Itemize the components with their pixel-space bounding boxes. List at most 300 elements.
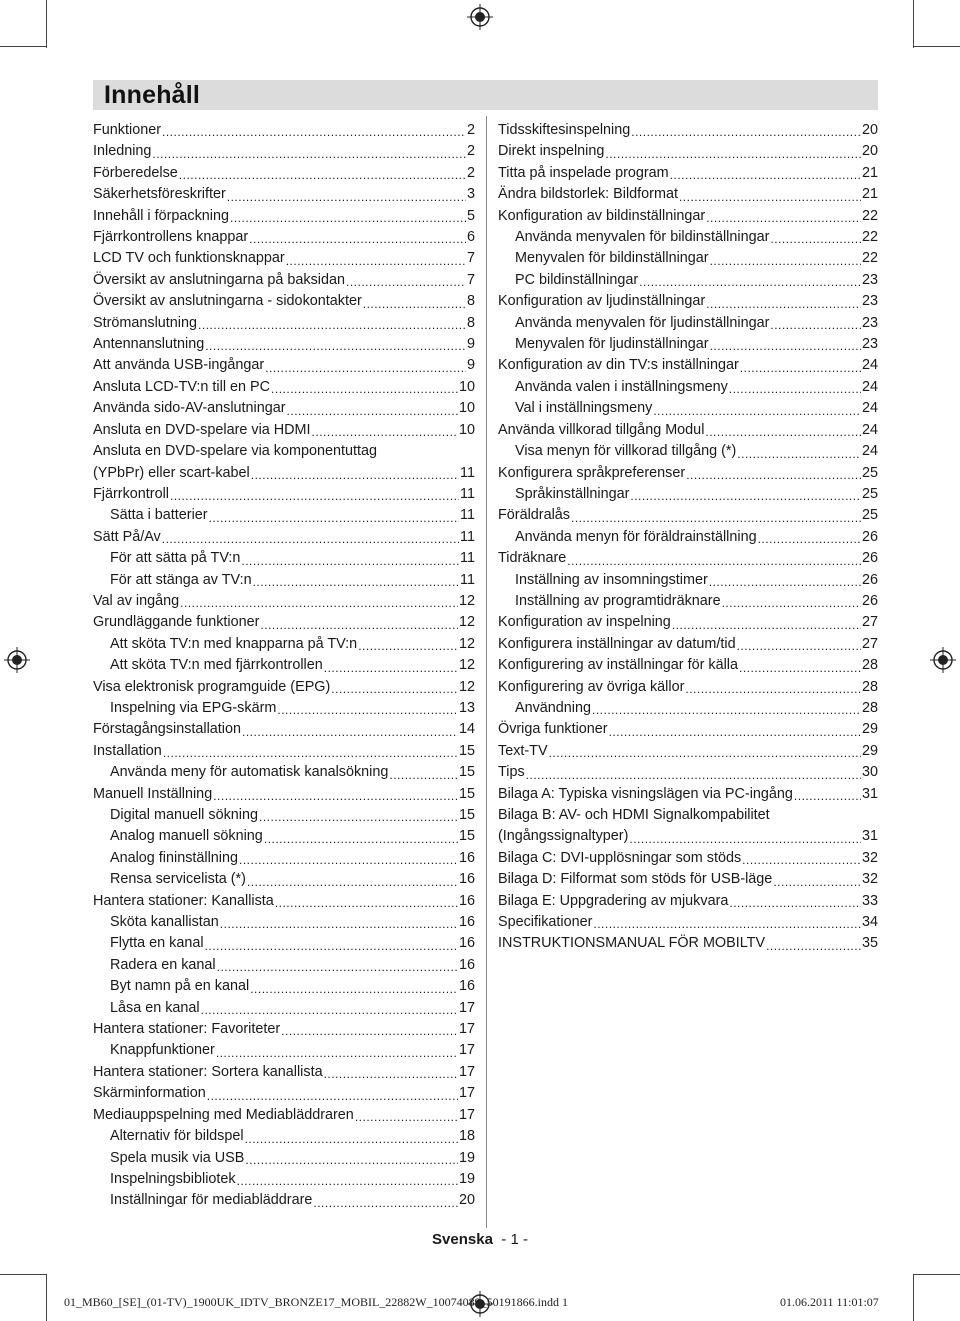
toc-entry[interactable]: [110, 548, 475, 569]
toc-entry-page: 9: [466, 357, 475, 374]
toc-entry-page: 11: [460, 571, 475, 588]
toc-entry-page: 25: [861, 464, 878, 481]
toc-entry-page: 34: [861, 914, 878, 931]
toc-entry-page: 22: [861, 207, 878, 224]
toc-entry[interactable]: [498, 869, 878, 890]
toc-entry[interactable]: [93, 184, 475, 205]
toc-leader-dots: [313, 1195, 458, 1212]
toc-entry[interactable]: [93, 227, 475, 248]
toc-entry[interactable]: [515, 441, 878, 462]
toc-entry-label: Antennanslutning: [93, 336, 205, 353]
toc-entry[interactable]: [498, 655, 878, 676]
toc-entry-page: 17: [458, 1106, 475, 1123]
toc-leader-dots: [571, 510, 861, 527]
crop-mark-top-right: [913, 0, 914, 48]
toc-entry-page: 16: [458, 956, 475, 973]
toc-entry[interactable]: [93, 141, 475, 162]
toc-leader-dots: [275, 895, 458, 912]
toc-entry-label: För att stänga av TV:n: [110, 571, 252, 588]
toc-leader-dots: [770, 317, 861, 334]
toc-leader-dots: [758, 531, 861, 548]
toc-leader-dots: [737, 446, 861, 463]
toc-entry-label: Använda menyvalen för bildinställningar: [515, 229, 770, 246]
toc-entry-page: 8: [466, 293, 475, 310]
toc-entry-page: 17: [458, 1042, 475, 1059]
toc-leader-dots: [729, 381, 861, 398]
print-slug-timestamp: 01.06.2011 11:01:07: [780, 1295, 879, 1309]
toc-leader-dots: [230, 210, 466, 227]
toc-entry-page: 29: [861, 721, 878, 738]
toc-entry[interactable]: [110, 805, 475, 826]
toc-entry[interactable]: [93, 741, 475, 762]
toc-entry-label: Konfigurering av övriga källor: [498, 678, 685, 695]
toc-entry-label: Använda villkorad tillgång Modul: [498, 421, 705, 438]
toc-entry-page: 35: [861, 935, 878, 952]
toc-entry[interactable]: [498, 891, 878, 912]
toc-leader-dots: [237, 1173, 458, 1190]
toc-entry[interactable]: [498, 933, 878, 954]
toc-entry-label: Konfigurera inställningar av datum/tid: [498, 635, 736, 652]
toc-leader-dots: [239, 852, 458, 869]
toc-leader-dots: [241, 553, 459, 570]
toc-entry-page: 3: [466, 186, 475, 203]
toc-entry-label: Val av ingång: [93, 592, 180, 609]
toc-entry[interactable]: [93, 313, 475, 334]
toc-entry-page: 15: [458, 764, 475, 781]
toc-entry-page: 12: [458, 592, 475, 609]
toc-leader-dots: [251, 467, 459, 484]
toc-right-column: [498, 120, 878, 955]
toc-entry[interactable]: [110, 1040, 475, 1061]
page-footer: [0, 1231, 960, 1248]
toc-entry-label: Översikt av anslutningarna på baksidan: [93, 271, 345, 288]
toc-entry-page: 15: [458, 742, 475, 759]
toc-entry[interactable]: [93, 1062, 475, 1083]
toc-entry-page: 12: [458, 614, 475, 631]
toc-entry-page: 21: [861, 186, 878, 203]
toc-entry[interactable]: [93, 1105, 475, 1126]
toc-entry-page: 28: [861, 657, 878, 674]
toc-entry-page: 11: [460, 485, 475, 502]
toc-entry-label: Byt namn på en kanal: [110, 978, 250, 995]
toc-entry-page: 11: [460, 528, 475, 545]
toc-entry[interactable]: [93, 355, 475, 376]
toc-entry-label: Säkerhetsföreskrifter: [93, 186, 226, 203]
toc-entry-page: 23: [861, 336, 878, 353]
toc-leader-dots: [686, 467, 861, 484]
toc-entry-label: Sätt På/Av: [93, 528, 161, 545]
toc-entry-page: 26: [861, 550, 878, 567]
toc-entry[interactable]: [498, 677, 878, 698]
toc-entry-label-line1: Ansluta en DVD-spelare via komponentuttag: [93, 443, 377, 460]
toc-entry-label: Konfiguration av din TV:s inställningar: [498, 357, 739, 374]
toc-entry[interactable]: [110, 570, 475, 591]
toc-entry-label: Analog fininställning: [110, 849, 239, 866]
toc-leader-dots: [737, 638, 861, 655]
toc-entry-page: 31: [861, 785, 878, 802]
toc-entry-page: 19: [458, 1149, 475, 1166]
toc-leader-dots: [794, 788, 861, 805]
crop-mark-bottom-right: [913, 1274, 914, 1321]
toc-leader-dots: [629, 831, 861, 848]
toc-entry-label: Spela musik via USB: [110, 1149, 245, 1166]
toc-entry-label: Konfiguration av bildinställningar: [498, 207, 706, 224]
print-slug-file: 01_MB60_[SE]_(01-TV)_1900UK_IDTV_BRONZE17_MOBIL_22882W_10074089_50191866.indd 1: [64, 1295, 568, 1309]
toc-entry-label: Inställning av insomningstimer: [515, 571, 708, 588]
toc-leader-dots: [324, 660, 458, 677]
toc-entry-label: Visa menyn för villkorad tillgång (*): [515, 443, 737, 460]
toc-entry[interactable]: [93, 377, 475, 398]
toc-entry-label: Ansluta LCD-TV:n till en PC: [93, 378, 271, 395]
toc-entry-label: Förberedelse: [93, 164, 178, 181]
toc-entry-label: Konfiguration av inspelning: [498, 614, 671, 631]
toc-entry-label: Visa elektronisk programguide (EPG): [93, 678, 331, 695]
toc-leader-dots: [216, 1045, 458, 1062]
toc-entry[interactable]: [93, 291, 475, 312]
toc-entry[interactable]: [515, 248, 878, 269]
toc-leader-dots: [363, 296, 466, 313]
toc-entry[interactable]: [515, 570, 878, 591]
toc-entry[interactable]: [515, 527, 878, 548]
toc-entry[interactable]: [93, 719, 475, 740]
toc-leader-dots: [549, 745, 861, 762]
toc-entry-label: Sätta i batterier: [110, 507, 208, 524]
toc-entry-page: 27: [861, 614, 878, 631]
toc-entry-label: Använda meny för automatisk kanalsökning: [110, 764, 389, 781]
toc-entry[interactable]: [93, 891, 475, 912]
toc-entry[interactable]: [93, 441, 475, 484]
toc-entry-label: Att sköta TV:n med fjärrkontrollen: [110, 657, 323, 674]
toc-entry-label: Ändra bildstorlek: Bildformat: [498, 186, 678, 203]
toc-entry[interactable]: [498, 141, 878, 162]
toc-entry[interactable]: [110, 955, 475, 976]
toc-entry[interactable]: [110, 998, 475, 1019]
toc-entry-page: 16: [458, 978, 475, 995]
toc-entry[interactable]: [515, 377, 878, 398]
toc-entry-label: Bilaga A: Typiska visningslägen via PC-ingång: [498, 785, 793, 802]
toc-leader-dots: [217, 959, 458, 976]
toc-entry-page: 32: [861, 849, 878, 866]
toc-entry-page: 28: [861, 699, 878, 716]
toc-entry[interactable]: [110, 1148, 475, 1169]
toc-entry-label: Fjärrkontroll: [93, 485, 169, 502]
toc-leader-dots: [685, 681, 861, 698]
toc-entry-label: Inställning av programtidräknare: [515, 592, 721, 609]
toc-entry-page: 32: [861, 871, 878, 888]
toc-entry[interactable]: [498, 355, 878, 376]
toc-entry-label: Bilaga E: Uppgradering av mjukvara: [498, 892, 729, 909]
toc-entry[interactable]: [498, 420, 878, 441]
toc-entry-label: Föräldralås: [498, 507, 570, 524]
toc-entry[interactable]: [498, 741, 878, 762]
toc-leader-dots: [630, 488, 861, 505]
title-bar: [93, 80, 878, 110]
toc-leader-dots: [205, 938, 458, 955]
toc-entry-page: 25: [861, 507, 878, 524]
toc-entry[interactable]: [515, 227, 878, 248]
toc-entry[interactable]: [93, 206, 475, 227]
toc-leader-dots: [740, 360, 861, 377]
toc-entry[interactable]: [110, 976, 475, 997]
toc-entry-label: Innehåll i förpackning: [93, 207, 230, 224]
toc-leader-dots: [162, 531, 459, 548]
toc-entry-label: Att sköta TV:n med knapparna på TV:n: [110, 635, 358, 652]
toc-entry-page: 31: [861, 828, 878, 845]
toc-entry-label: Sköta kanallistan: [110, 914, 219, 931]
toc-leader-dots: [179, 167, 466, 184]
toc-entry-label: Tidsskiftesinspelning: [498, 122, 631, 138]
toc-entry[interactable]: [93, 677, 475, 698]
toc-entry-page: 26: [861, 592, 878, 609]
toc-entry[interactable]: [110, 826, 475, 847]
toc-entry[interactable]: [498, 634, 878, 655]
toc-leader-dots: [265, 360, 466, 377]
toc-leader-dots: [710, 253, 861, 270]
toc-leader-dots: [593, 916, 861, 933]
toc-leader-dots: [358, 638, 458, 655]
toc-leader-dots: [207, 1088, 458, 1105]
toc-leader-dots: [742, 852, 861, 869]
toc-leader-dots: [242, 724, 458, 741]
toc-leader-dots: [331, 681, 458, 698]
toc-entry-page: 19: [458, 1170, 475, 1187]
toc-entry[interactable]: [110, 505, 475, 526]
toc-entry[interactable]: [93, 270, 475, 291]
toc-leader-dots: [639, 274, 861, 291]
toc-entry[interactable]: [515, 313, 878, 334]
toc-entry-page: 15: [458, 828, 475, 845]
toc-entry[interactable]: [515, 270, 878, 291]
toc-entry[interactable]: [110, 848, 475, 869]
toc-leader-dots: [729, 895, 861, 912]
toc-entry-label: För att sätta på TV:n: [110, 550, 241, 567]
toc-entry[interactable]: [515, 591, 878, 612]
toc-entry[interactable]: [93, 1019, 475, 1040]
toc-entry-page: 11: [460, 464, 475, 481]
toc-entry-page: 11: [460, 507, 475, 524]
toc-entry-label: Inspelningsbibliotek: [110, 1170, 236, 1187]
toc-leader-dots: [773, 874, 861, 891]
toc-leader-dots: [250, 981, 458, 998]
toc-entry-label: Tidräknare: [498, 550, 567, 567]
toc-entry[interactable]: [515, 698, 878, 719]
footer-page-number: - 1 -: [501, 1231, 528, 1248]
toc-entry[interactable]: [498, 784, 878, 805]
toc-entry[interactable]: [93, 591, 475, 612]
toc-leader-dots: [180, 595, 458, 612]
toc-leader-dots: [162, 124, 466, 141]
toc-entry[interactable]: [110, 762, 475, 783]
toc-entry-page: 17: [458, 1021, 475, 1038]
toc-entry-page: 26: [861, 528, 878, 545]
toc-entry[interactable]: [110, 1126, 475, 1147]
toc-leader-dots: [312, 424, 458, 441]
toc-leader-dots: [277, 702, 458, 719]
toc-entry-page: 10: [458, 378, 475, 395]
toc-entry-label: Manuell Inställning: [93, 785, 213, 802]
toc-entry[interactable]: [498, 184, 878, 205]
toc-entry[interactable]: [110, 1190, 475, 1211]
toc-entry-page: 16: [458, 871, 475, 888]
toc-entry[interactable]: [515, 334, 878, 355]
toc-leader-dots: [609, 724, 861, 741]
toc-entry-page: 6: [466, 229, 475, 246]
toc-entry-label: Konfigurering av inställningar för källa: [498, 657, 738, 674]
toc-entry-label: Inspelning via EPG-skärm: [110, 699, 277, 716]
toc-entry-page: 10: [458, 400, 475, 417]
crop-mark-bottom-left-h: [0, 1274, 46, 1275]
toc-leader-dots: [672, 617, 861, 634]
toc-entry[interactable]: [110, 655, 475, 676]
toc-leader-dots: [287, 403, 458, 420]
toc-entry[interactable]: [498, 762, 878, 783]
toc-entry[interactable]: [110, 933, 475, 954]
toc-entry[interactable]: [498, 912, 878, 933]
toc-entry-page: 29: [861, 742, 878, 759]
toc-entry[interactable]: [110, 912, 475, 933]
toc-entry-page: 13: [458, 699, 475, 716]
toc-entry-label: Inställningar för mediabläddrare: [110, 1192, 313, 1209]
toc-entry-label: Bilaga C: DVI-upplösningar som stöds: [498, 849, 742, 866]
toc-entry[interactable]: [93, 527, 475, 548]
toc-leader-dots: [567, 553, 861, 570]
toc-entry-label: Konfigurera språkpreferenser: [498, 464, 686, 481]
toc-entry[interactable]: [93, 334, 475, 355]
toc-leader-dots: [739, 660, 861, 677]
toc-entry-label: Direkt inspelning: [498, 143, 605, 160]
toc-leader-dots: [709, 574, 861, 591]
toc-entry[interactable]: [93, 612, 475, 633]
toc-leader-dots: [259, 809, 458, 826]
toc-entry[interactable]: [498, 463, 878, 484]
toc-entry-page: 23: [861, 271, 878, 288]
toc-entry-label: Skärminformation: [93, 1085, 206, 1102]
toc-entry[interactable]: [498, 120, 878, 141]
toc-entry[interactable]: [498, 505, 878, 526]
toc-entry-page: 24: [861, 400, 878, 417]
toc-entry-label: (Ingångssignaltyper): [498, 828, 629, 845]
toc-entry[interactable]: [110, 634, 475, 655]
toc-entry-page: 16: [458, 935, 475, 952]
toc-entry-label: Konfiguration av ljudinställningar: [498, 293, 706, 310]
toc-leader-dots: [201, 1002, 458, 1019]
toc-entry-page: 17: [458, 1063, 475, 1080]
toc-entry[interactable]: [498, 163, 878, 184]
toc-entry-label: Hantera stationer: Sortera kanallista: [93, 1063, 323, 1080]
toc-entry[interactable]: [93, 398, 475, 419]
toc-entry-page: 22: [861, 229, 878, 246]
toc-entry-page: 15: [458, 807, 475, 823]
toc-entry[interactable]: [498, 206, 878, 227]
toc-entry-page: 14: [458, 721, 475, 738]
toc-leader-dots: [631, 124, 861, 141]
toc-entry[interactable]: [93, 420, 475, 441]
toc-entry-page: 16: [458, 849, 475, 866]
toc-entry[interactable]: [93, 120, 475, 141]
toc-entry-label: Inledning: [93, 143, 152, 160]
toc-entry[interactable]: [110, 869, 475, 890]
toc-leader-dots: [766, 938, 861, 955]
toc-leader-dots: [526, 767, 861, 784]
toc-leader-dots: [324, 1066, 458, 1083]
toc-entry-page: 12: [458, 635, 475, 652]
toc-entry-label: Bilaga D: Filformat som stöds för USB-läge: [498, 871, 773, 888]
toc-entry-label: Använda menyn för föräldrainställning: [515, 528, 757, 545]
crop-mark-bottom-right-h: [914, 1274, 960, 1275]
toc-entry[interactable]: [498, 848, 878, 869]
toc-entry-label: Språkinställningar: [515, 485, 630, 502]
toc-entry-label: (YPbPr) eller scart-kabel: [93, 464, 250, 481]
toc-entry-label: Hantera stationer: Kanallista: [93, 892, 274, 909]
toc-entry-label: LCD TV och funktionsknappar: [93, 250, 285, 267]
toc-entry[interactable]: [93, 784, 475, 805]
toc-entry-label: Radera en kanal: [110, 956, 216, 973]
registration-mark-icon: [467, 4, 493, 30]
toc-entry[interactable]: [93, 484, 475, 505]
toc-entry[interactable]: [110, 1169, 475, 1190]
toc-entry-label: Funktioner: [93, 122, 161, 138]
toc-entry-label: Tips: [498, 764, 525, 781]
toc-leader-dots: [706, 210, 861, 227]
toc-entry-label: Strömanslutning: [93, 314, 197, 331]
toc-entry-page: 33: [861, 892, 878, 909]
toc-entry[interactable]: [498, 805, 878, 848]
page-title: Innehåll: [104, 81, 201, 109]
toc-entry[interactable]: [498, 719, 878, 740]
toc-entry[interactable]: [498, 548, 878, 569]
toc-entry[interactable]: [515, 484, 878, 505]
toc-entry-label: Titta på inspelade program: [498, 164, 669, 181]
toc-leader-dots: [264, 831, 458, 848]
toc-entry[interactable]: [93, 163, 475, 184]
toc-entry-page: 28: [861, 678, 878, 695]
toc-entry-label: Hantera stationer: Favoriteter: [93, 1021, 281, 1038]
toc-leader-dots: [253, 574, 459, 591]
toc-entry[interactable]: [498, 612, 878, 633]
toc-leader-dots: [281, 1023, 458, 1040]
toc-entry-page: 2: [466, 143, 475, 160]
toc-entry[interactable]: [93, 1083, 475, 1104]
footer-language: Svenska: [432, 1231, 493, 1248]
toc-entry-label: Fjärrkontrollens knappar: [93, 229, 249, 246]
toc-entry-label: Ansluta en DVD-spelare via HDMI: [93, 421, 311, 438]
toc-leader-dots: [710, 338, 861, 355]
toc-entry-page: 10: [458, 421, 475, 438]
toc-entry-label: Använda valen i inställningsmeny: [515, 378, 728, 395]
toc-leader-dots: [260, 617, 458, 634]
toc-leader-dots: [722, 595, 861, 612]
toc-entry-page: 20: [861, 122, 878, 138]
toc-entry-label: Användning: [515, 699, 592, 716]
toc-leader-dots: [679, 189, 861, 206]
toc-leader-dots: [653, 403, 861, 420]
toc-entry[interactable]: [498, 291, 878, 312]
toc-entry[interactable]: [110, 698, 475, 719]
toc-entry-label: Flytta en kanal: [110, 935, 204, 952]
toc-leader-dots: [705, 424, 861, 441]
toc-entry[interactable]: [93, 248, 475, 269]
toc-entry-label-line1: Bilaga B: AV- och HDMI Signalkompabilitet: [498, 807, 770, 823]
toc-entry-page: 17: [458, 999, 475, 1016]
toc-entry[interactable]: [515, 398, 878, 419]
toc-leader-dots: [670, 167, 861, 184]
toc-leader-dots: [245, 1152, 458, 1169]
toc-leader-dots: [249, 231, 466, 248]
toc-leader-dots: [163, 745, 458, 762]
toc-entry-label: Grundläggande funktioner: [93, 614, 260, 631]
toc-entry-label: Specifikationer: [498, 914, 593, 931]
registration-mark-left-icon: [4, 647, 30, 673]
